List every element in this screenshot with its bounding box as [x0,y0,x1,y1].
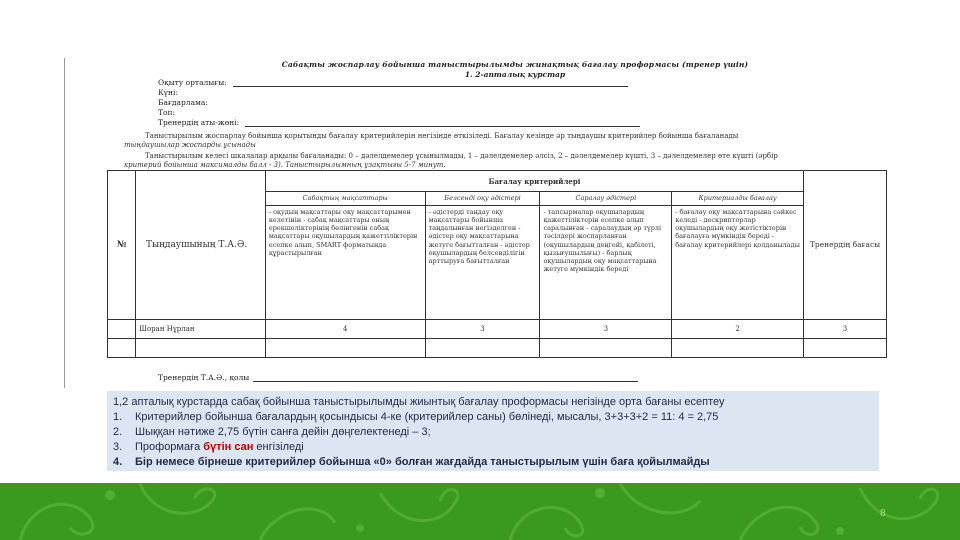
row-number [108,319,136,338]
criterion-title: Критериалды бағалау [672,192,804,206]
explanation-item [113,441,304,453]
row-trainee-name [135,338,265,357]
row-score [265,338,425,357]
paragraph-line: критерий бойынша максималды балл - 3). Таныстырылымның ұзақтығы 5-7 минут. [124,161,446,169]
criterion-description: - тапсырмалар оқушылардың қажеттіліктерін есепке алып саралынған - саралаудың әр түрлі тәсілдері жоспарланған (оқушылардың деңгейі, қабілеті, қызығушылығы) - барлық оқушылардың оқу мақсаттарына жетуге мүмкіндік береді [540,205,672,319]
item-text: енгізіледі [253,441,304,453]
signature-label: Тренердің Т.А.Ә., қолы [158,373,250,382]
row-score [672,338,804,357]
row-number [108,338,136,357]
instruction-paragraph-1 [145,132,885,141]
signature-line [253,373,638,382]
swirl-pattern-icon [0,483,960,540]
paragraph-line: Таныстырылым келесі шкалалар арқылы бағаланады: 0 – дәлелдемелер ұсынылмады, 1 – дәлелдемелер әлсіз, 2 – дәлелдемелер күшті, 3 – дәлелдемелер өте күшті (әрбір [145,152,778,160]
paragraph-line: тыңдаушылар жоспарды ұсынады [124,141,256,149]
header-criteria: Бағалау критерийлері [265,171,803,192]
row-trainee-name: Шоран Нұрлан [135,319,265,338]
field-label: Бағдарлама: [158,98,208,107]
item-number: 3. [113,441,123,453]
header-number: № [108,171,136,320]
field-label: Оқыту орталығы: [158,78,227,87]
document-subtitle: 1. 2-апталық курстар [464,70,566,79]
header-trainer-grade: Тренердің бағасы [804,171,887,320]
item-number: 4. [113,456,123,468]
instruction-paragraph-2-cont [124,161,884,170]
field-trainer-name [158,118,640,127]
item-number: 1. [113,411,123,423]
explanation-intro: 1,2 апталық курстарда сабақ бойынша таныстырылымды жиынтық бағалау проформасы негізінде орта бағаны есептеу [113,396,725,408]
criterion-title: Белсенді оқу әдістері [425,192,540,206]
field-label: Топ: [158,108,176,117]
row-grade: 3 [804,319,887,338]
criterion-description: - оқудың мақсаттары оқу мақсаттарымен келетінін - сабақ мақсаттары оның ерекшеліктерінің бөлінгенін сабақ мақсаттары оқушылардың қажеттіліктерін есепке алып, SMART форматында құрастырылған [265,205,425,319]
field-group [158,108,175,117]
item-number: 2. [113,426,123,438]
criterion-description: - бағалау оқу мақсаттарына сәйкес келеді - дескрипторлар оқушылардың оқу жетістіктерін бағалауға мүмкіндік береді - бағалау критерийлері қолданылады [672,205,804,319]
explanation-item [113,426,431,438]
row-grade [804,338,887,357]
field-label: Тренердің аты-жөні: [158,118,240,127]
field-label: Күні: [158,88,178,97]
row-score [425,338,540,357]
instruction-paragraph-1-cont [124,141,884,150]
criterion-title: Саралау әдістері [540,192,672,206]
field-date [158,88,178,97]
decorative-green-band [0,483,960,540]
field-program [158,98,208,107]
explanation-item [113,456,710,468]
criterion-description: - әдістерді таңдау оқу мақсаттары бойынша таңдалынған негізделген - әдістер оқу мақсаттарына жетуге бағытталған - әдістер оқушылардың белсенділігін арттыруға бағытталған [425,205,540,319]
item-text: Критерийлер бойынша бағалардың қосындысы 4-ке (критерийлер саны) бөлінеді, мысалы, 3+3+3+2 = 11: 4 = 2,75 [135,411,719,423]
field-training-center [158,78,628,87]
criterion-title: Сабақтың мақсаттары [265,192,425,206]
explanation-item [113,411,718,423]
item-highlight: бүтін сан [203,441,254,453]
table-row [108,319,887,338]
page-number: 8 [880,508,886,519]
row-score: 3 [425,319,540,338]
paragraph-line: Таныстырылым жоспарлау бойынша қорытынды бағалау критерийлерін негізінде өткізіледі. Бағалау кезінде әр тыңдаушы критерийлер бойынша бағаланады [145,132,739,140]
row-score: 4 [265,319,425,338]
item-text: Проформаға [135,441,204,453]
assessment-table [107,170,887,358]
explanation-box [107,391,879,471]
table-row [108,338,887,357]
document-title: Сабақты жоспарлау бойынша таныстырылымды жинақтық бағалау проформасы (тренер үшін) [281,60,749,69]
row-score: 3 [540,319,672,338]
field-blank-line [245,118,640,127]
header-trainee-name: Тыңдаушының Т.А.Ә. [135,171,265,320]
row-score [540,338,672,357]
field-blank-line [233,78,628,87]
trainer-signature [158,373,638,382]
item-text: Бір немесе бірнеше критерийлер бойынша «0» болған жағдайда таныстырылым үшін баға қойылмайды [135,456,710,468]
document-left-border [64,58,65,388]
item-text: Шыққан нәтиже 2,75 бүтін санға дейін дөңгелектенеді – 3; [135,426,431,438]
instruction-paragraph-2 [145,152,885,161]
row-score: 2 [672,319,804,338]
